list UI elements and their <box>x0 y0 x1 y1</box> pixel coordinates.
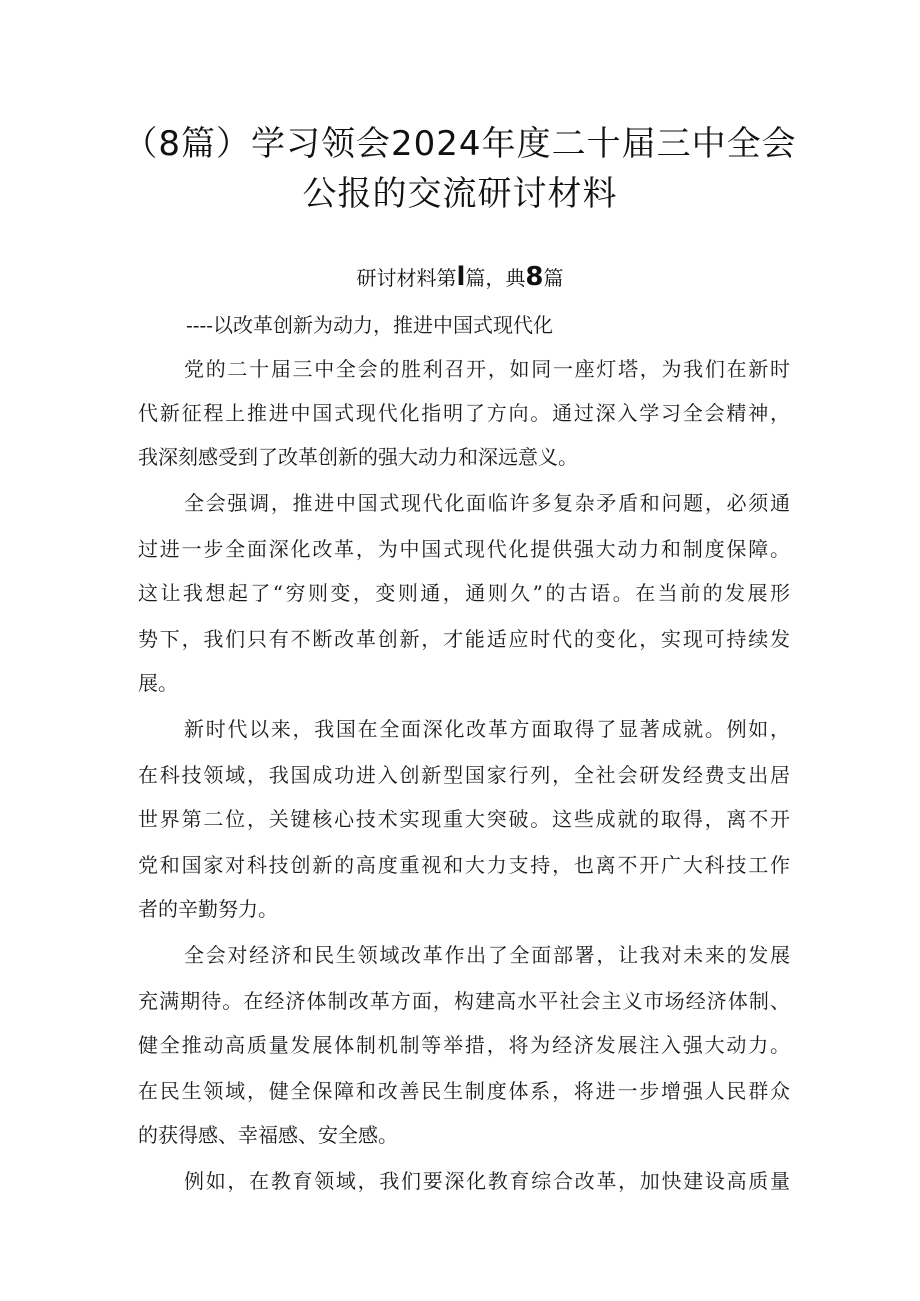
section-heading: ----以改革创新为动力，推进中国式现代化 <box>186 313 554 337</box>
body-line: 我深刻感受到了改革创新的强大动力和深远意义。 <box>138 445 578 469</box>
body-line: 这让我想起了“穷则变，变则通，通则久”的古语。在当前的发展形 <box>138 581 790 605</box>
subtitle-suffix: 篇 <box>543 266 564 290</box>
body-line: 势下，我们只有不断改革创新，才能适应时代的变化，实现可持续发 <box>138 627 790 651</box>
document-title-line-1: （8篇）学习领会2024年度二十届三中全会 <box>123 124 797 164</box>
body-line: 世界第二位，关键核心技术实现重大突破。这些成就的取得，离不开 <box>138 807 790 831</box>
body-line: 在民生领域，健全保障和改善民生制度体系，将进一步增强人民群众 <box>138 1079 790 1103</box>
body-line: 的获得感、幸福感、安全感。 <box>138 1123 398 1147</box>
body-line: 展。 <box>138 671 178 695</box>
body-line: 党的二十届三中全会的胜利召开，如同一座灯塔，为我们在新时 <box>184 357 790 381</box>
body-line: 者的辛勤努力。 <box>138 897 278 921</box>
body-line: 例如，在教育领域，我们要深化教育综合改革，加快建设高质量 <box>184 1169 790 1193</box>
body-line: 代新征程上推进中国式现代化指明了方向。通过深入学习全会精神， <box>138 401 790 425</box>
body-line: 全会强调，推进中国式现代化面临许多复杂矛盾和问题，必须通 <box>184 491 790 515</box>
body-line: 健全推动高质量发展体制机制等举措，将为经济发展注入强大动力。 <box>138 1033 790 1057</box>
subtitle-prefix: 研讨材料第 <box>356 266 457 290</box>
body-line: 充满期待。在经济体制改革方面，构建高水平社会主义市场经济体制、 <box>138 989 790 1013</box>
document-title-line-2: 公报的交流研讨材料 <box>302 174 618 214</box>
body-line: 新时代以来，我国在全面深化改革方面取得了显著成就。例如， <box>184 717 790 741</box>
body-line: 在科技领域，我国成功进入创新型国家行列，全社会研发经费支出居 <box>138 763 790 787</box>
body-line: 党和国家对科技创新的高度重视和大力支持，也离不开广大科技工作 <box>138 853 790 877</box>
subtitle-number-1: l <box>456 262 466 292</box>
body-line: 全会对经济和民生领域改革作出了全面部署，让我对未来的发展 <box>184 943 790 967</box>
document-subtitle <box>100 262 820 292</box>
body-line: 过进一步全面深化改革，为中国式现代化提供强大动力和制度保障。 <box>138 537 790 561</box>
subtitle-number-2: 8 <box>525 262 544 292</box>
subtitle-middle: 篇，典 <box>465 266 526 290</box>
